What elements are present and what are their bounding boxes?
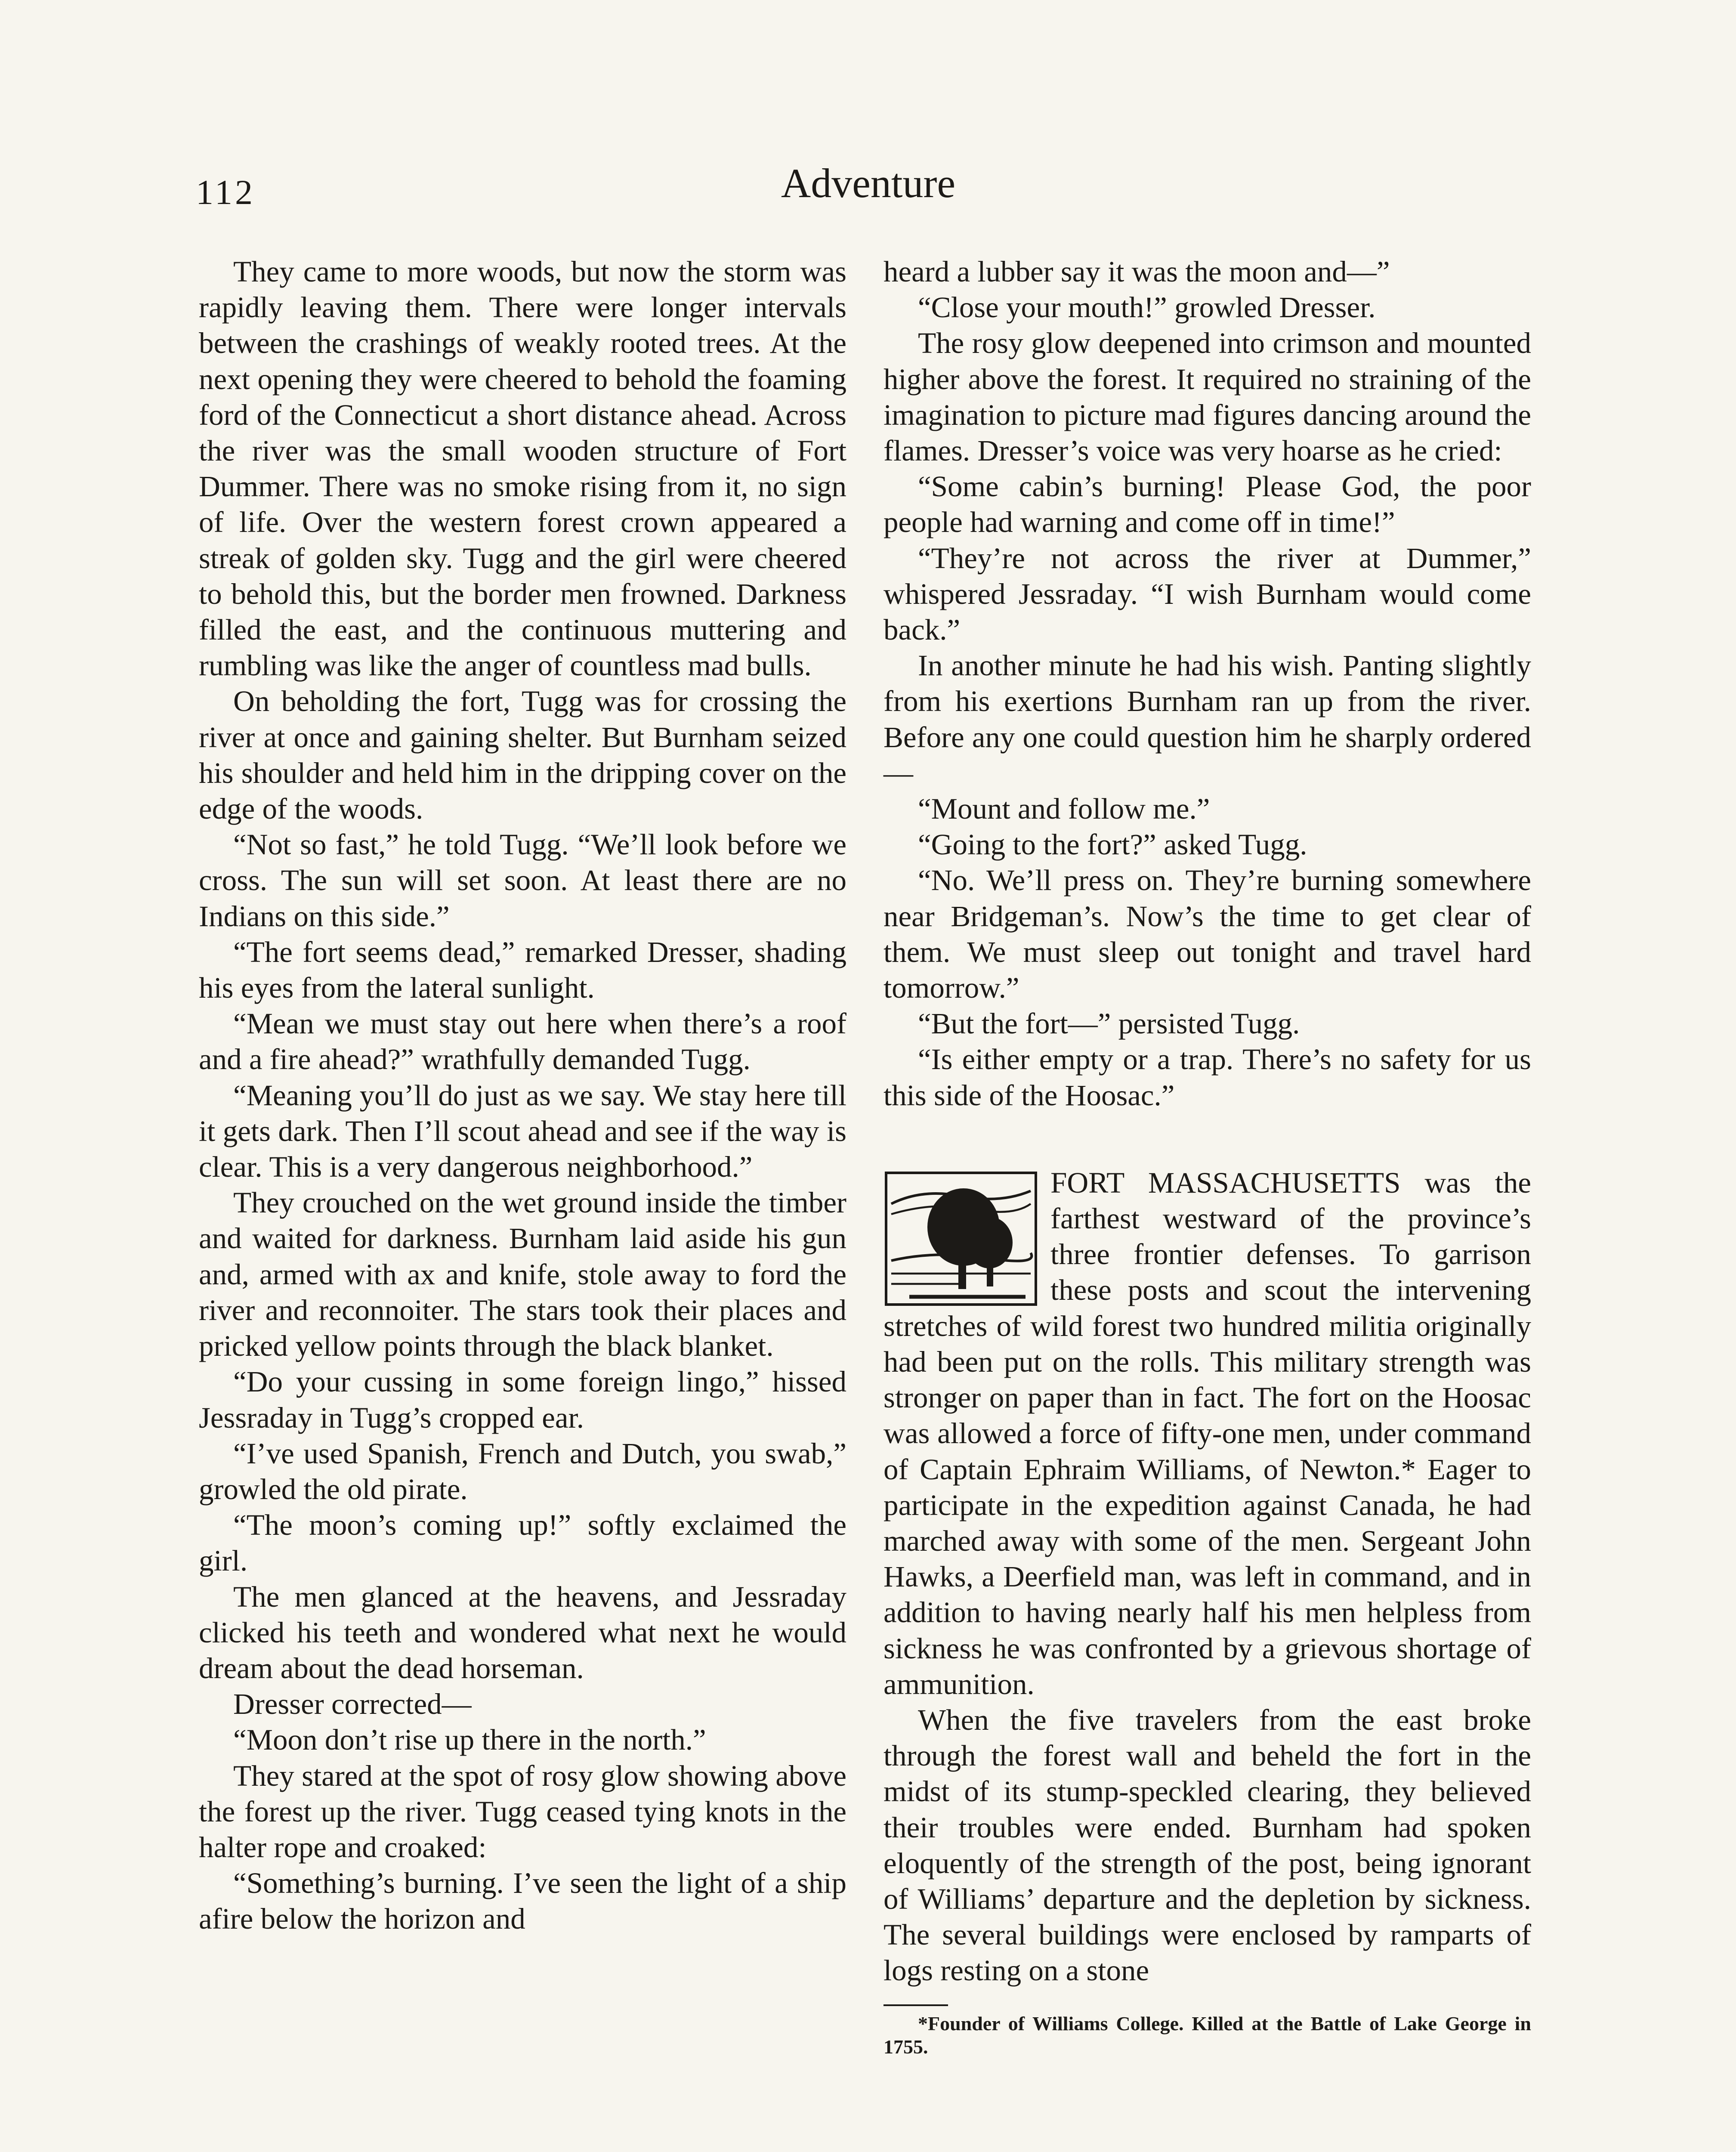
paragraph: “I’ve used Spanish, French and Dutch, you swab,” growled the old pirate. — [199, 1437, 846, 1506]
paragraph: “Meaning you’ll do just as we say. We stay here till it gets dark. Then I’ll scout ahead and see if the way is clear. This is a very dangerous neighborhood.” — [199, 1079, 846, 1184]
paragraph: “Moon don’t rise up there in the north.” — [233, 1723, 706, 1756]
paragraph: Dresser corrected— — [233, 1688, 472, 1721]
page-header — [196, 159, 1541, 211]
paragraph: When the five travelers from the east broke through the forest wall and beheld the fort in the midst of its stump-speckled clearing, they believed their troubles were ended. Burnham had spoken eloquently of the strength of the post, being ignorant of Williams’ departure and the depletion by sickness. The several buildings were enclosed by ramparts of logs resting on a stone — [883, 1703, 1531, 1987]
paragraph: The men glanced at the heavens, and Jessraday clicked his teeth and wondered what next he would dream about the dead horseman. — [199, 1580, 846, 1685]
section-first-text: was the farthest westward of the province’s three frontier defenses. To garrison these posts and scout the intervening stretches of wild forest two hundred militia originally had been put on the rolls. This military strength was stronger on paper than in fact. The fort on the Hoosac was allowed a force of fifty-one men, under command of Captain Ephraim Williams, of Newton.* Eager to participate in the expedition against Canada, he had marched away with some of the men. Sergeant John Hawks, a Deerfield man, was left in command, and in addition to having nearly half his men helpless from sickness he was confronted by a grievous shortage of ammunition. — [883, 1166, 1531, 1701]
paragraph: The rosy glow deepened into crimson and mounted higher above the forest. It required no straining of the imagination to picture mad figures dancing around the flames. Dresser’s voice was very hoarse as he cried: — [883, 327, 1531, 467]
paragraph: “Some cabin’s burning! Please God, the poor people had warning and come off in time!” — [883, 470, 1531, 539]
left-column — [199, 254, 846, 1937]
paragraph: “No. We’ll press on. They’re burning somewhere near Bridgeman’s. Now’s the time to get clear of them. We must sleep out tonight and travel hard tomorrow.” — [883, 864, 1531, 1005]
paragraph: “The fort seems dead,” remarked Dresser, shading his eyes from the lateral sunlight. — [199, 935, 846, 1005]
paragraph: On beholding the fort, Tugg was for crossing the river at once and gaining shelter. But Burnham seized his shoulder and held him in the dripping cover on the edge of the woods. — [199, 685, 846, 826]
paragraph: “Going to the fort?” asked Tugg. — [918, 828, 1307, 861]
paragraph: “Not so fast,” he told Tugg. “We’ll look before we cross. The sun will set soon. At least there are no Indians on this side.” — [199, 828, 846, 933]
right-column — [883, 254, 1531, 2059]
page-number: 112 — [196, 173, 255, 212]
paragraph: “They’re not across the river at Dummer,” whispered Jessraday. “I wish Burnham would come back.” — [883, 541, 1531, 646]
paragraph: “Something’s burning. I’ve seen the light of a ship afire below the horizon and — [199, 1867, 846, 1936]
continued-paragraph: heard a lubber say it was the moon and—” — [883, 255, 1390, 288]
running-title: Adventure — [781, 160, 956, 206]
tree-vignette-icon — [883, 1170, 1038, 1307]
paragraph: “But the fort—” persisted Tugg. — [918, 1007, 1300, 1040]
paragraph: They came to more woods, but now the storm was rapidly leaving them. There were longer intervals between the crashings of weakly rooted trees. At the next opening they were cheered to behold the foaming ford of the Connecticut a short distance ahead. Across the river was the small wooden structure of Fort Dummer. There was no smoke rising from it, no sign of life. Over the western forest crown appeared a streak of golden sky. Tugg and the girl were cheered to behold this, but the border men frowned. Darkness filled the east, and the continuous muttering and rumbling was like the anger of countless mad bulls. — [199, 255, 846, 682]
paragraph: They stared at the spot of rosy glow showing above the forest up the river. Tugg ceased tying knots in the halter rope and croaked: — [199, 1759, 846, 1864]
footnote-divider — [883, 2004, 948, 2006]
paragraph: In another minute he had his wish. Panting slightly from his exertions Burnham ran up from the river. Before any one could question him he sharply ordered— — [883, 649, 1531, 789]
footnote: *Founder of Williams College. Killed at the Battle of Lake George in 1755. — [883, 2012, 1531, 2058]
paragraph: They crouched on the wet ground inside the timber and waited for darkness. Burnham laid aside his gun and, armed with ax and knife, stole away to ford the river and reconnoiter. The stars took their places and pricked yellow points through the black blanket. — [199, 1186, 846, 1363]
paragraph: “Mount and follow me.” — [918, 792, 1210, 826]
paragraph: “Mean we must stay out here when there’s a roof and a fire ahead?” wrathfully demanded Tugg. — [199, 1007, 846, 1076]
section-break — [883, 1113, 1531, 1165]
section-lead-text: FORT MASSACHUSETTS — [1050, 1166, 1401, 1199]
paragraph: “The moon’s coming up!” softly exclaimed the girl. — [199, 1509, 846, 1577]
paragraph: “Is either empty or a trap. There’s no safety for us this side of the Hoosac.” — [883, 1043, 1531, 1112]
paragraph: “Close your mouth!” growled Dresser. — [918, 291, 1376, 324]
paragraph: “Do your cussing in some foreign lingo,” hissed Jessraday in Tugg’s cropped ear. — [199, 1365, 846, 1434]
